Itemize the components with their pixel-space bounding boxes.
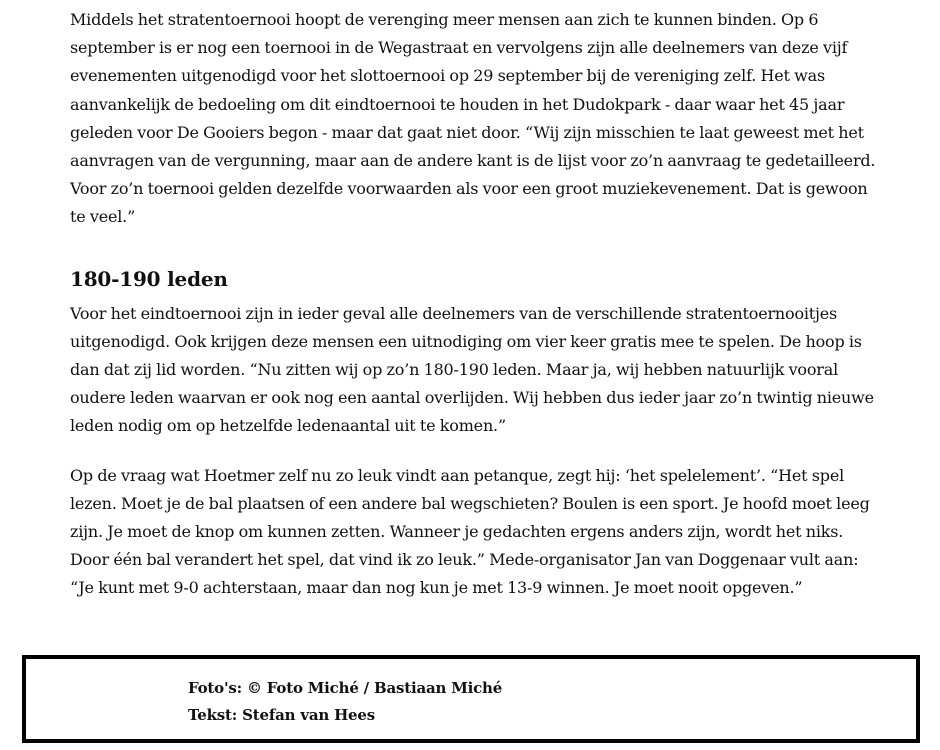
credits-box [22,655,920,743]
article-paragraph-2: Voor het eindtoernooi zijn in ieder geval alle deelnemers van de verschillende stratentoernooitjes uitgenodigd. Ook krijgen deze mensen een uitnodiging om vier keer gratis mee te spelen. De hoop is dan dat zij lid worden. “Nu zitten wij op zo’n 180-190 leden. Maar ja, wij hebben natuurlijk vooral oudere leden waarvan er ook nog een aantal overlijden. Wij hebben dus ieder jaar zo’n twintig nieuwe leden nodig om op hetzelfde ledenaantal uit te komen.” [70,303,874,436]
text-credit: Tekst: Stefan van Hees [188,706,375,724]
section-heading: 180-190 leden [70,266,228,291]
article-paragraph-1: Middels het stratentoernooi hoopt de verenging meer mensen aan zich te kunnen binden. Op 6 september is er nog een toernooi in de Wegastraat en vervolgens zijn alle deelnemers van deze vijf evenementen uitgenodigd voor het slottoernooi op 29 september bij de vereniging zelf. Het was aanvankelijk de bedoeling om dit eindtoernooi te houden in het Dudokpark - daar waar het 45 jaar geleden voor De Gooiers begon - maar dat gaat niet door. “Wij zijn misschien te laat geweest met het aanvragen van de vergunning, maar aan de andere kant is de lijst voor zo’n aanvraag te gedetailleerd. Voor zo’n toernooi gelden dezelfde voorwaarden als voor een groot muziekevenement. Dat is gewoon te veel.” [70,10,876,227]
article-body [70,6,885,603]
article-paragraph-3: Op de vraag wat Hoetmer zelf nu zo leuk vindt aan petanque, zegt hij: ‘het spelelement’. “Het spel lezen. Moet je de bal plaatsen of een andere bal wegschieten? Boulen is een sport. Je hoofd moet leeg zijn. Je moet de knop om kunnen zetten. Wanneer je gedachten ergens anders zijn, wordt het niks. Door één bal verandert het spel, dat vind ik zo leuk.” Mede-organisator Jan van Doggenaar vult aan: “Je kunt met 9-0 achterstaan, maar dan nog kun je met 13-9 winnen. Je moet nooit opgeven.” [70,465,870,598]
photo-credit: Foto's: © Foto Miché / Bastiaan Miché [188,679,503,697]
